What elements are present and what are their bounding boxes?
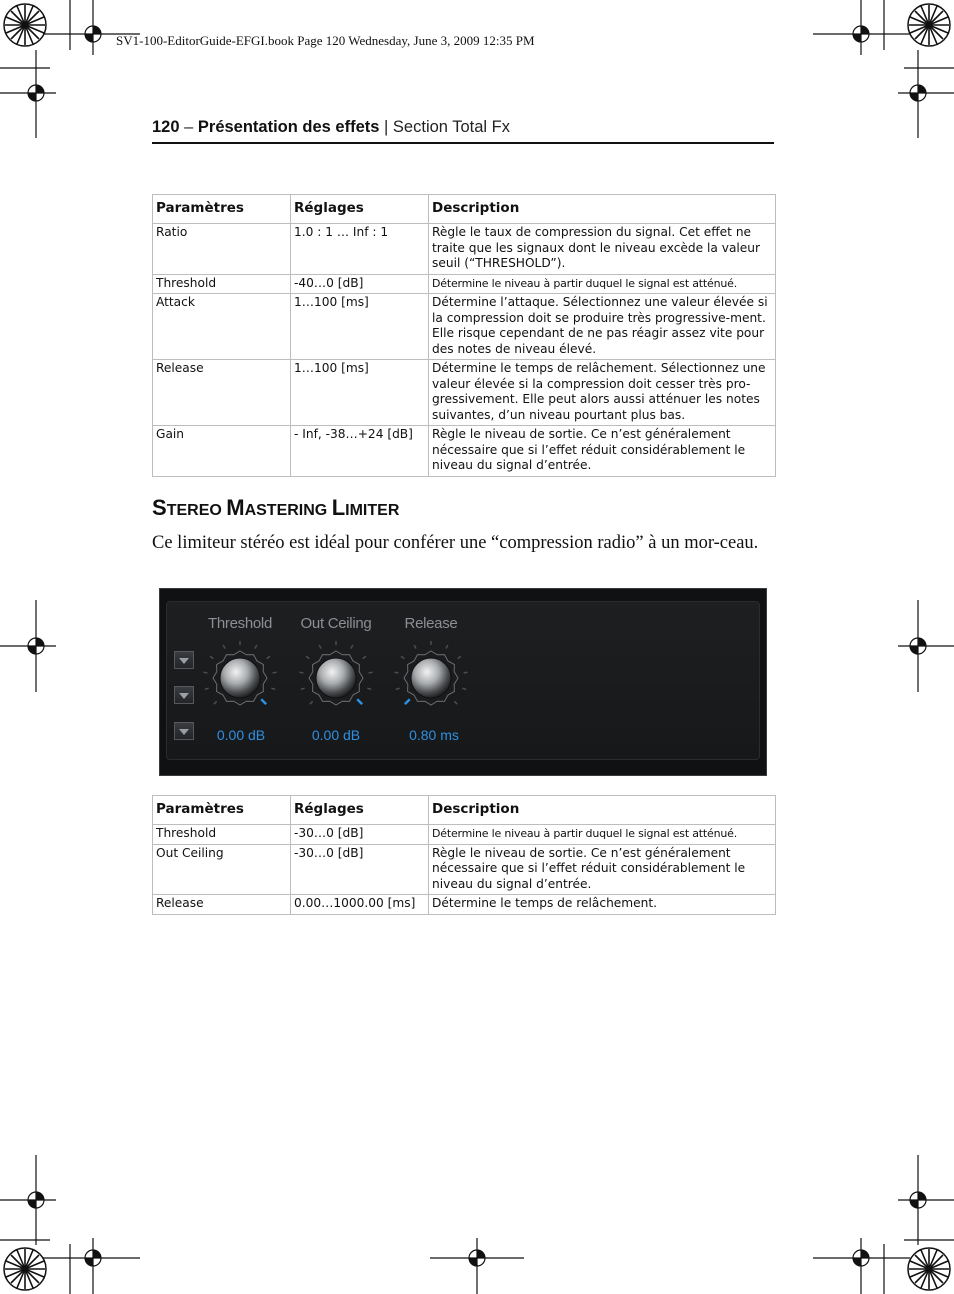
heading-smallcaps: ASTERING	[244, 502, 332, 519]
threshold-knob[interactable]	[200, 638, 280, 718]
parameter-table-limiter	[152, 795, 776, 915]
knob-tick	[414, 645, 416, 649]
knob-tick	[271, 688, 275, 689]
description-cell: Détermine l’attaque. Sélectionnez une valeur élevée si la compression doit se produire très progressive-ment. Elle risque cependant de ne pas réagir assez vite pour des notes de niveau élevé.	[429, 294, 776, 360]
param-cell: Threshold	[153, 825, 291, 845]
knob-cap	[411, 658, 451, 698]
heading-initial: L	[331, 495, 346, 520]
parameter-table-compressor	[152, 194, 776, 477]
setting-cell: -30…0 [dB]	[291, 825, 429, 845]
out-ceiling-knob[interactable]	[296, 638, 376, 718]
setting-cell: -30…0 [dB]	[291, 844, 429, 895]
description-cell: Règle le niveau de sortie. Ce n’est généralement nécessaire que si l’effet réduit considérablement le niveau du signal d’entrée.	[429, 844, 776, 895]
column-header: Description	[429, 195, 776, 224]
dropdown-arrow-button[interactable]	[174, 651, 194, 669]
param-cell: Ratio	[153, 224, 291, 275]
knob-tick	[214, 701, 217, 704]
dropdown-arrow-button[interactable]	[174, 686, 194, 704]
description-cell: Détermine le niveau à partir duquel le signal est atténué.	[429, 825, 776, 845]
setting-cell: 1…100 [ms]	[291, 360, 429, 426]
column-header: Paramètres	[153, 796, 291, 825]
knob-tick	[446, 645, 448, 649]
knob-cap	[220, 658, 260, 698]
knob-cap	[316, 658, 356, 698]
running-header	[152, 118, 774, 144]
knob-tick	[464, 672, 468, 673]
knob-value-release: 0.80 ms	[409, 727, 459, 743]
knob-level-indicator	[405, 699, 410, 704]
column-header: Paramètres	[153, 195, 291, 224]
section-title: Section Total Fx	[392, 118, 511, 136]
column-header: Réglages	[291, 796, 429, 825]
description-cell: Détermine le temps de relâchement. Sélectionnez une valeur élevée si la compression doit cesser très pro-gressivement. Elle peut alors aussi atténuer les notes suivantes, d’un niveau pourtant plus bas.	[429, 360, 776, 426]
heading-initial: M	[226, 495, 245, 520]
knob-tick	[273, 672, 277, 673]
description-cell: Détermine le niveau à partir duquel le signal est atténué.	[429, 274, 776, 294]
param-cell: Release	[153, 360, 291, 426]
setting-cell: 1…100 [ms]	[291, 294, 429, 360]
param-cell: Threshold	[153, 274, 291, 294]
knob-tick	[210, 656, 213, 658]
table-row	[153, 274, 776, 294]
knob-tick	[319, 645, 321, 649]
knob-tick	[255, 645, 257, 649]
heading-smallcaps: TEREO	[166, 502, 227, 519]
header-dash: –	[179, 118, 198, 136]
knob-label-release: Release	[404, 615, 458, 632]
table-header-row	[153, 195, 776, 224]
description-cell: Détermine le temps de relâchement.	[429, 895, 776, 915]
intro-paragraph: Ce limiteur stéréo est idéal pour conférer une “compression radio” à un mor-ceau.	[152, 533, 759, 553]
table-row	[153, 360, 776, 426]
knob-tick	[458, 656, 461, 658]
table-row	[153, 426, 776, 477]
table-row	[153, 844, 776, 895]
print-slug: SV1-100-EditorGuide-EFGI.book Page 120 Wednesday, June 3, 2009 12:35 PM	[116, 33, 535, 48]
setting-cell: -40…0 [dB]	[291, 274, 429, 294]
knob-level-indicator	[357, 699, 362, 704]
knob-tick	[310, 701, 313, 704]
setting-cell: 0.00…1000.00 [ms]	[291, 895, 429, 915]
column-header: Réglages	[291, 195, 429, 224]
knob-value-threshold: 0.00 dB	[216, 727, 266, 743]
column-header: Description	[429, 796, 776, 825]
param-cell: Out Ceiling	[153, 844, 291, 895]
table-row	[153, 224, 776, 275]
param-cell: Gain	[153, 426, 291, 477]
knob-tick	[462, 688, 466, 689]
knob-tick	[401, 656, 404, 658]
knob-tick	[367, 688, 371, 689]
section-heading	[152, 495, 399, 521]
knob-label-threshold: Threshold	[207, 615, 272, 632]
knob-tick	[394, 672, 398, 673]
knob-label-out-ceiling: Out Ceiling	[300, 615, 372, 632]
description-cell: Règle le niveau de sortie. Ce n’est généralement nécessaire que si l’effet réduit considérablement le niveau du signal d’entrée.	[429, 426, 776, 477]
release-knob[interactable]	[391, 638, 471, 718]
knob-value-out-ceiling: 0.00 dB	[311, 727, 361, 743]
table-row	[153, 895, 776, 915]
knob-tick	[351, 645, 353, 649]
knob-tick	[369, 672, 373, 673]
knob-level-indicator	[261, 699, 266, 704]
setting-cell: 1.0 : 1 … Inf : 1	[291, 224, 429, 275]
knob-tick	[396, 688, 400, 689]
table-header-row	[153, 796, 776, 825]
table-row	[153, 825, 776, 845]
heading-smallcaps: IMITER	[345, 502, 400, 519]
chapter-title: Présentation des effets	[197, 118, 380, 136]
heading-initial: S	[152, 495, 167, 520]
param-cell: Release	[153, 895, 291, 915]
knob-tick	[299, 672, 303, 673]
knob-tick	[306, 656, 309, 658]
header-separator: |	[379, 118, 393, 136]
page-number: 120	[152, 118, 180, 136]
knob-tick	[203, 672, 207, 673]
knob-tick	[223, 645, 225, 649]
knob-tick	[205, 688, 209, 689]
table-row	[153, 294, 776, 360]
param-cell: Attack	[153, 294, 291, 360]
knob-tick	[267, 656, 270, 658]
description-cell: Règle le taux de compression du signal. Cet effet ne traite que les signaux dont le niveau excède la valeur seuil (“THRESHOLD”).	[429, 224, 776, 275]
knob-tick	[301, 688, 305, 689]
setting-cell: - Inf, -38…+24 [dB]	[291, 426, 429, 477]
knob-tick	[454, 701, 457, 704]
knob-tick	[363, 656, 366, 658]
